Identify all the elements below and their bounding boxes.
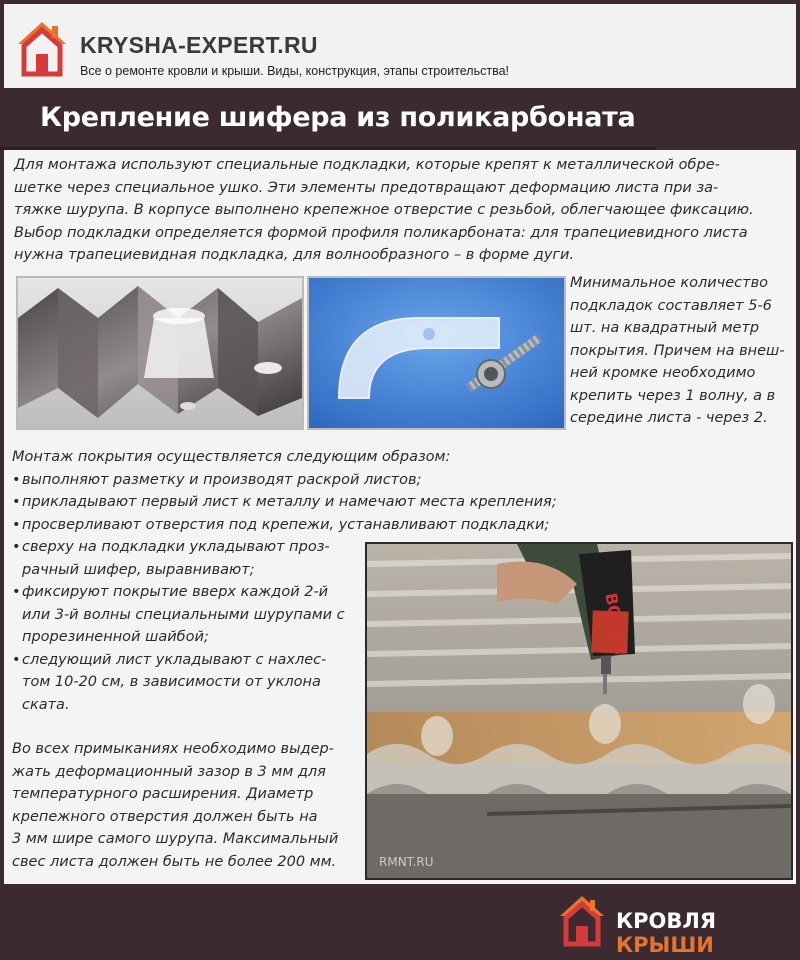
site-name[interactable]: KRYSHA-EXPERT.RU (80, 32, 318, 58)
bullet-icon: • (12, 516, 21, 533)
bullet-icon: • (12, 471, 21, 488)
note-line: температурного расширения. Диаметр (12, 786, 314, 802)
photo-trapezoid-sheets (16, 276, 304, 430)
list-item (12, 536, 356, 581)
intro-line: тяжке шурупа. В корпусе выполнено крепежное отверстие с резьбой, облегчающее фиксацию. (14, 202, 754, 218)
list-item-text: ската. (22, 696, 70, 713)
intro-line: нужна трапециевидная подкладка, для волнообразного – в форме дуги. (14, 247, 575, 263)
gap-note (12, 738, 358, 873)
bullet-icon: • (12, 584, 21, 600)
site-header (4, 4, 796, 88)
site-tagline: Все о ремонте кровли и крыши. Виды, конструкция, этапы строительства! (80, 64, 510, 78)
intro-line: Для монтажа используют специальные подкладки, которые крепят к металлической обре- (14, 157, 720, 173)
min-text-line: Минимальное количество (570, 275, 769, 291)
list-item-text: фиксируют покрытие вверх каждой 2-й (22, 584, 329, 600)
footer-brand-word1: КРОВЛЯ (616, 909, 717, 933)
house-logo-icon (14, 18, 70, 80)
list-item-text: прикладывают первый лист к металлу и намечают места крепления; (22, 494, 557, 510)
list-item-text: сверху на подкладки укладывают проз- (22, 539, 330, 555)
min-text-line: шт. на квадратный метр (570, 320, 760, 336)
page-title: Крепление шифера из поликарбоната (40, 102, 636, 133)
list-item (12, 514, 672, 537)
list-item-text: прорезиненной шайбой; (22, 629, 209, 645)
list-item-text: или 3-й волны специальными шурупами с (22, 606, 345, 623)
list-item-text: просверливают отверстия под крепежи, устанавливают подкладки; (22, 516, 550, 533)
photo-arc-washer (307, 276, 566, 430)
photo-drilling-roof (365, 542, 793, 880)
watermark: RMNT.RU (379, 855, 434, 869)
min-text-line: покрытия. Причем на внеш- (570, 342, 785, 359)
list-item-text: следующий лист укладывают с нахлес- (22, 651, 327, 668)
footer-brand-word2: КРЫШИ (616, 933, 714, 957)
steps-list-continued (12, 536, 356, 716)
list-item (12, 469, 672, 492)
intro-line: шетке через специальное ушко. Эти элементы предотвращают деформацию листа при за- (14, 179, 719, 196)
note-line: крепежного отверстия должен быть на (12, 808, 318, 825)
list-item (12, 491, 672, 514)
intro-paragraph (14, 154, 794, 267)
list-item (12, 649, 356, 717)
min-quantity-text (570, 272, 792, 430)
bullet-icon: • (12, 539, 21, 555)
note-line: Во всех примыканиях необходимо выдер- (12, 741, 334, 757)
list-item-text: выполняют разметку и производят раскрой листов; (22, 471, 422, 488)
note-line: 3 мм шире самого шурупа. Максимальный (12, 831, 339, 847)
article-content (4, 150, 796, 884)
bullet-icon: • (12, 494, 21, 510)
note-line: свес листа должен быть не более 200 мм. (12, 853, 337, 870)
list-item (12, 581, 356, 649)
min-text-line: крепить через 1 волну, а в (570, 387, 776, 404)
min-text-line: середине листа - через 2. (570, 410, 768, 426)
footer-house-logo-icon (556, 892, 608, 950)
footer-brand[interactable] (616, 909, 800, 957)
intro-line: Выбор подкладки определяется формой профиля поликарбоната: для трапециевидного листа (14, 224, 748, 241)
note-line: жать деформационный зазор в 3 мм для (12, 763, 326, 780)
min-text-line: подкладок составляет 5-6 (570, 297, 772, 314)
min-text-line: ней кромке необходимо (570, 365, 756, 381)
drill-brand-label: BOSCH (601, 591, 631, 657)
list-item-text: том 10-20 см, в зависимости от уклона (22, 674, 321, 690)
bullet-icon: • (12, 651, 21, 668)
steps-intro: Монтаж покрытия осуществляется следующим образом: (12, 449, 451, 465)
list-item-text: рачный шифер, выравнивают; (22, 561, 255, 578)
steps-list (12, 446, 672, 536)
